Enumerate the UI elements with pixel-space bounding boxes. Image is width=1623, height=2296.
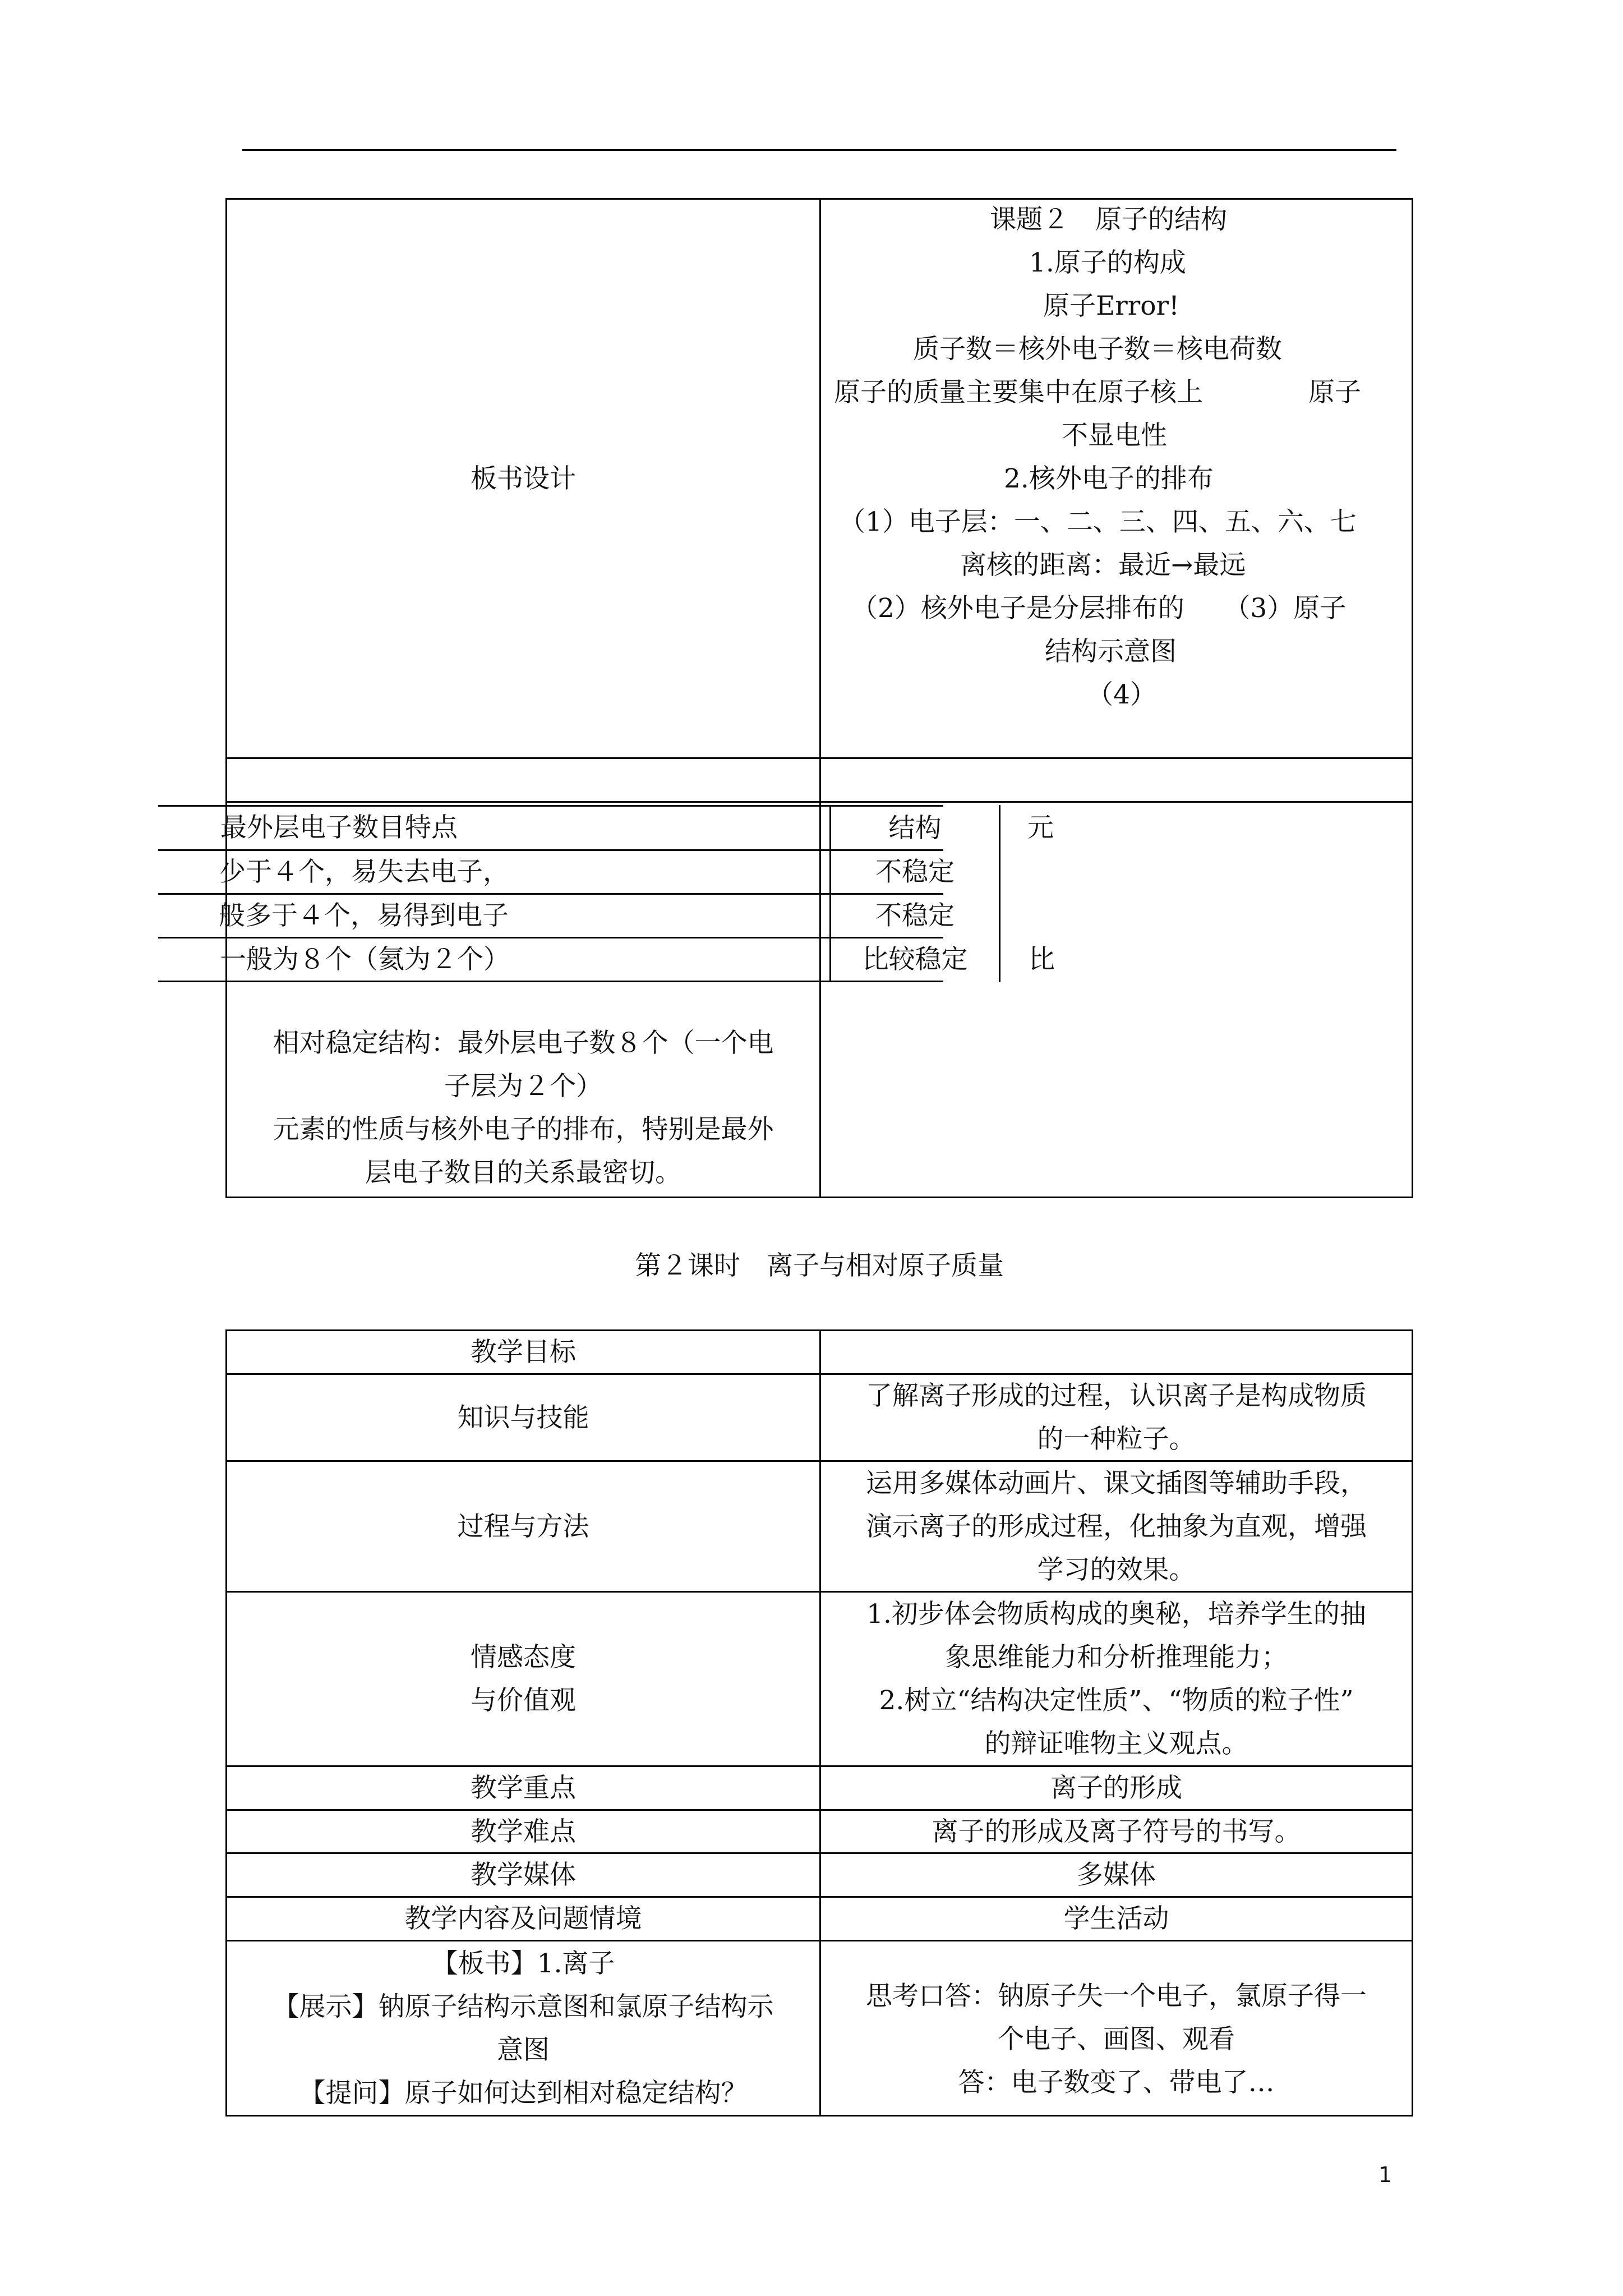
electron-header-feature: 最外层电子数目特点 <box>220 812 458 843</box>
electron-table-clip <box>219 801 1055 986</box>
lesson-heading-text: 第２课时 离子与相对原子质量 <box>635 1250 1004 1281</box>
objective-label-text: 过程与方法 <box>457 1511 589 1542</box>
electron-row-feature: 少于４个，易失去电子， <box>219 857 509 887</box>
board-line: 2.核外电子的排布 <box>1004 463 1214 494</box>
board-title: 课题２ 原子的结构 <box>990 204 1227 235</box>
electron-header-structure-text: 结构 <box>888 812 942 844</box>
electron-row-structure-text: 不稳定 <box>875 857 955 887</box>
objective-label-text: 教学难点 <box>471 1816 576 1847</box>
board-line: 原子的质量主要集中在原子核上 原子 <box>834 377 1361 408</box>
electron-header-element: 元 <box>1027 812 1054 843</box>
table-border <box>819 198 821 1198</box>
summary-line: 相对稳定结构：最外层电子数８个（一个电 <box>273 1028 774 1059</box>
objectives-header <box>227 1331 819 1373</box>
board-line: 1.原子的构成 <box>1029 247 1186 278</box>
teaching-content-cell <box>227 1941 819 2115</box>
board-line: （2）核外电子是分层排布的 （3）原子 <box>851 593 1347 624</box>
objective-label-text: 教学重点 <box>471 1773 576 1803</box>
board-line: 原子Error! <box>1043 291 1179 321</box>
teaching-content-line: 【板书】1.离子 <box>431 1948 615 1979</box>
objective-label <box>227 1375 819 1460</box>
student-activity-line: 答：电子数变了、带电了… <box>958 2067 1275 2098</box>
objective-content-line: 多媒体 <box>1077 1860 1156 1890</box>
page-number: 1 <box>1378 2162 1393 2187</box>
objective-label <box>227 1854 819 1896</box>
objective-label <box>227 1898 819 1940</box>
board-design-label-text: 板书设计 <box>471 463 576 494</box>
objective-content-line: 离子的形成 <box>1050 1773 1182 1803</box>
objective-label <box>227 1593 819 1765</box>
student-activity-line: 思考口答：钠原子失一个电子，氯原子得一 <box>866 1980 1367 2012</box>
electron-header-structure <box>831 807 999 849</box>
stable-structure-summary <box>227 1021 819 1195</box>
electron-row-structure-text: 比较稳定 <box>862 944 968 975</box>
board-line: 不显电性 <box>1062 420 1167 451</box>
objective-label-text: 与价值观 <box>471 1685 576 1716</box>
objective-label <box>227 1811 819 1852</box>
table-border <box>1412 1329 1413 2116</box>
objective-content <box>821 1811 1412 1852</box>
objective-content <box>821 1898 1412 1940</box>
objective-content <box>821 1767 1412 1809</box>
student-activity-line: 个电子、画图、观看 <box>998 2023 1235 2055</box>
summary-line: 子层为２个） <box>444 1071 602 1102</box>
board-line: 质子数＝核外电子数＝核电荷数 <box>913 334 1282 365</box>
board-line: 结构示意图 <box>1045 636 1177 667</box>
objective-label-text: 教学媒体 <box>471 1860 576 1890</box>
objective-content-line: 象思维能力和分析推理能力； <box>945 1642 1288 1673</box>
objective-label <box>227 1767 819 1809</box>
student-activity-cell <box>821 1963 1412 2115</box>
electron-row-element: 比 <box>1029 944 1055 975</box>
board-line: （1）电子层：一、二、三、四、五、六、七 <box>839 507 1357 537</box>
board-line: （4） <box>1087 679 1156 710</box>
electron-row-structure <box>831 895 999 937</box>
summary-line: 元素的性质与核外电子的排布，特别是最外 <box>273 1114 774 1145</box>
electron-row-feature: 般多于４个，易得到电子 <box>219 900 509 931</box>
objective-content-line: 了解离子形成的过程，认识离子是构成物质 <box>866 1381 1367 1411</box>
electron-table <box>158 801 1055 986</box>
objectives-header-text: 教学目标 <box>471 1337 576 1368</box>
teaching-content-line: 意图 <box>497 2034 550 2065</box>
objective-content-line: 1.初步体会物质构成的奥秘，培养学生的抽 <box>866 1599 1366 1630</box>
objective-label-text: 知识与技能 <box>457 1402 589 1433</box>
objective-content-line: 学生活动 <box>1063 1903 1169 1934</box>
objective-label-text: 情感态度 <box>471 1642 576 1673</box>
objective-content <box>821 1462 1412 1591</box>
board-design-label <box>227 200 819 757</box>
teaching-content-line: 【提问】原子如何达到相对稳定结构？ <box>299 2077 748 2109</box>
lesson-heading <box>225 1244 1413 1287</box>
electron-row-structure <box>831 938 999 981</box>
electron-row-structure-text: 不稳定 <box>875 900 955 931</box>
objective-content-line: 演示离子的形成过程，化抽象为直观，增强 <box>866 1511 1367 1542</box>
board-line: 离核的距离：最近→最远 <box>960 550 1246 581</box>
objective-content-line: 的辩证唯物主义观点。 <box>984 1728 1248 1759</box>
objective-content-line: 运用多媒体动画片、课文插图等辅助手段， <box>866 1467 1367 1499</box>
objective-content <box>821 1593 1412 1765</box>
objective-content-line: 离子的形成及离子符号的书写。 <box>932 1816 1301 1847</box>
objective-content-line: 学习的效果。 <box>1037 1554 1196 1585</box>
objective-label <box>227 1462 819 1591</box>
electron-row-structure <box>831 851 999 893</box>
teaching-content-line: 【展示】钠原子结构示意图和氯原子结构示 <box>273 1991 774 2022</box>
electron-table-border <box>999 805 1000 982</box>
table-border <box>1412 198 1413 1198</box>
objective-label-text: 教学内容及问题情境 <box>404 1903 642 1934</box>
electron-row-feature: 一般为８个（氦为２个） <box>220 944 510 975</box>
header-rule <box>242 149 1396 151</box>
summary-line: 层电子数目的关系最密切。 <box>365 1157 681 1188</box>
objective-content <box>821 1375 1412 1460</box>
objective-content-line: 的一种粒子。 <box>1037 1424 1196 1455</box>
objective-content-line: 2.树立“结构决定性质”、“物质的粒子性” <box>879 1685 1354 1716</box>
objective-content <box>821 1854 1412 1896</box>
